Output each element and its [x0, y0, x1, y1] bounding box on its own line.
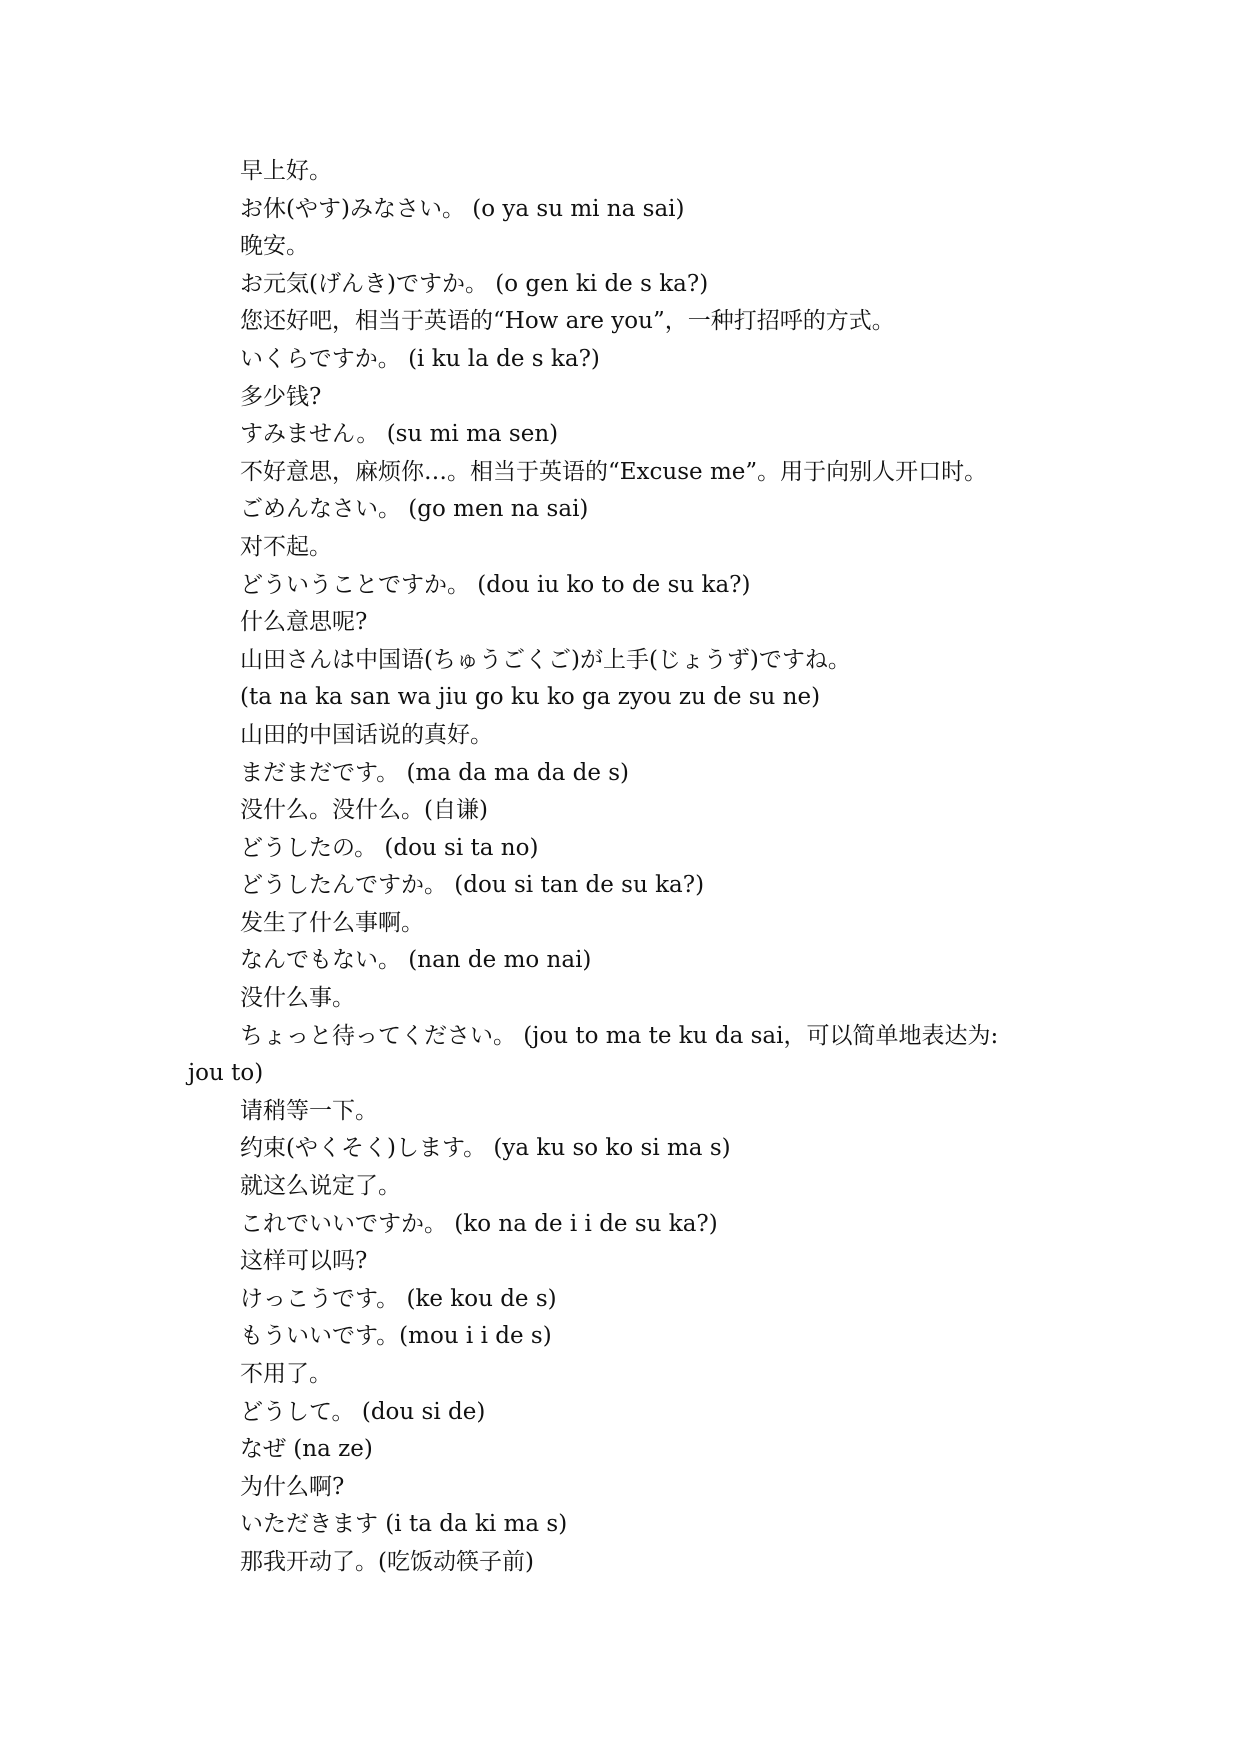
text-line: すみません。 (su mi ma sen) — [240, 421, 559, 448]
text-line: (ta na ka san wa jiu go ku ko ga zyou zu de su ne) — [240, 684, 821, 711]
text-line: 就这么说定了。 — [240, 1173, 401, 1200]
text-line: いくらですか。 (i ku la de s ka?) — [240, 345, 600, 372]
text-line: 多少钱? — [240, 383, 322, 410]
text-line: 发生了什么事啊。 — [240, 909, 424, 936]
text-line: どういうことですか。 (dou iu ko to de su ka?) — [240, 571, 751, 598]
text-line: 早上好。 — [240, 158, 332, 184]
text-line: どうしたの。 (dou si ta no) — [240, 834, 539, 861]
text-line: けっこうです。 (ke kou de s) — [240, 1285, 557, 1312]
text-line: 山田的中国话说的真好。 — [240, 721, 493, 748]
text-line: 请稍等一下。 — [240, 1097, 378, 1124]
text-line: 不好意思，麻烦你…。相当于英语的“Excuse me”。用于向别人开口时。 — [240, 458, 988, 485]
text-line: 这样可以吗? — [240, 1248, 368, 1275]
text-line: ちょっと待ってください。 (jou to ma te ku da sai，可以简单地表达为: — [240, 1022, 999, 1049]
text-line: いただきます (i ta da ki ma s) — [240, 1511, 568, 1538]
text-line: 没什么事。 — [240, 985, 355, 1012]
text-line: 对不起。 — [240, 533, 332, 560]
text-line: どうして。 (dou si de) — [240, 1398, 486, 1425]
phrase-list — [188, 153, 1068, 1582]
text-line-continuation: jou to) — [188, 1060, 264, 1087]
text-line: お休(やす)みなさい。 (o ya su mi na sai) — [240, 195, 685, 222]
text-line: 您还好吧，相当于英语的“How are you”，一种打招呼的方式。 — [240, 308, 895, 335]
text-line: これでいいですか。 (ko na de i i de su ka?) — [240, 1210, 718, 1237]
text-line: 晚安。 — [240, 233, 309, 260]
text-line: 什么意思呢? — [240, 609, 368, 636]
text-line: 山田さんは中国语(ちゅうごくご)が上手(じょうず)ですね。 — [240, 646, 851, 673]
text-line: もういいです。(mou i i de s) — [240, 1323, 552, 1350]
text-line: お元気(げんき)ですか。 (o gen ki de s ka?) — [240, 270, 709, 297]
text-line: まだまだです。 (ma da ma da de s) — [240, 759, 630, 786]
text-line: 那我开动了。(吃饭动筷子前) — [240, 1548, 534, 1575]
text-line: 为什么啊? — [240, 1473, 345, 1500]
text-line: どうしたんですか。 (dou si tan de su ka?) — [240, 872, 705, 899]
text-line: 约束(やくそく)します。 (ya ku so ko si ma s) — [240, 1135, 731, 1162]
text-line: 没什么。没什么。(自谦) — [240, 797, 488, 824]
text-line: ごめんなさい。 (go men na sai) — [240, 496, 589, 523]
text-line: なぜ (na ze) — [240, 1436, 373, 1463]
text-line: なんでもない。 (nan de mo nai) — [240, 947, 592, 974]
text-line: 不用了。 — [240, 1361, 332, 1387]
